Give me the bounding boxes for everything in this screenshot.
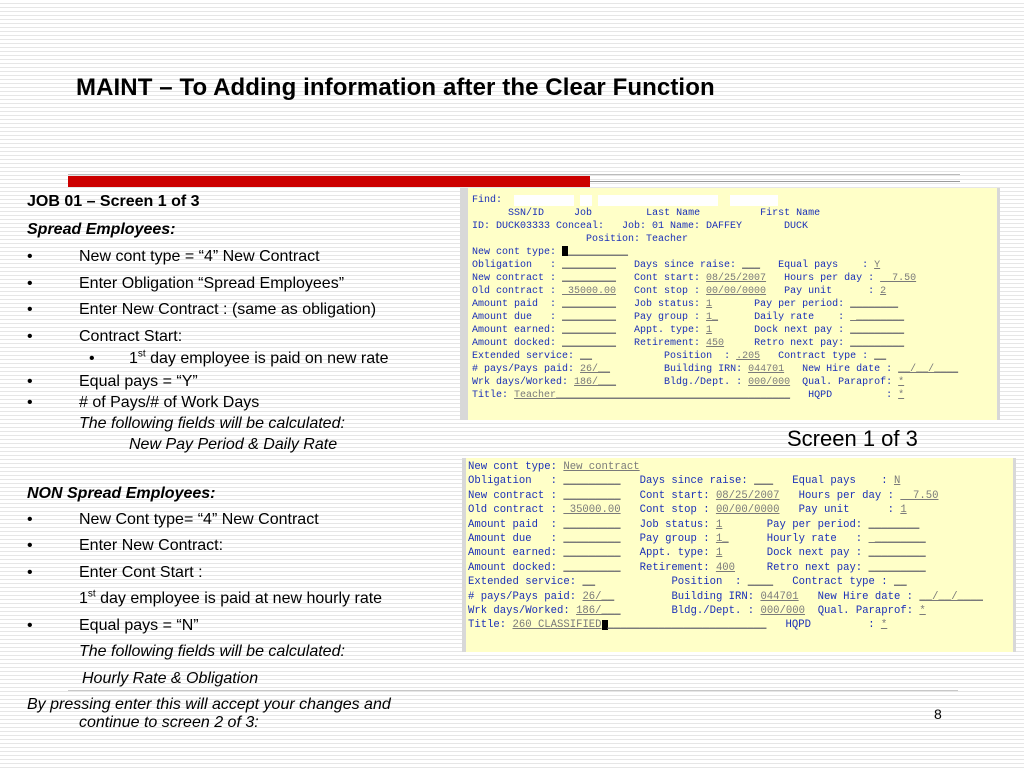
field-row xyxy=(472,285,958,298)
find-job-input[interactable] xyxy=(580,195,592,206)
accent-rule xyxy=(590,181,960,182)
field-label: Amount docked: xyxy=(472,338,563,349)
field-label: Cont stop : xyxy=(620,504,716,517)
field-row xyxy=(468,503,983,517)
field-value[interactable]: __/__/____ xyxy=(919,590,983,603)
field-value[interactable]: 35000.00 xyxy=(563,504,621,517)
new-cont-type-row: New cont type: __________ xyxy=(472,247,629,258)
field-value[interactable]: __ xyxy=(582,576,596,589)
field-label: Pay unit : xyxy=(766,286,881,297)
bullet-icon: • xyxy=(89,350,95,367)
top-rule xyxy=(68,174,960,175)
field-row xyxy=(472,376,958,389)
field-label: Old contract : xyxy=(472,286,563,297)
find-last-input[interactable] xyxy=(598,195,718,206)
title-field[interactable]: Teacher xyxy=(514,390,557,401)
field-label: Hours per day : xyxy=(779,489,901,502)
field-label: Amount earned: xyxy=(468,547,564,560)
title-field[interactable]: 260 CLASSIFIED xyxy=(512,619,602,632)
id-line: ID: DUCK03333 Conceal: Job: 01 Name: DAFFEY DUCK xyxy=(472,221,809,232)
field-label: Bldg./Dept. : xyxy=(616,377,749,388)
field-value[interactable]: 1 xyxy=(715,547,723,560)
field-value[interactable]: 7.50 xyxy=(880,273,917,284)
field-label: Appt. type: xyxy=(616,325,707,336)
field-row xyxy=(472,350,958,363)
field-value[interactable]: 35000.00 xyxy=(562,286,617,297)
field-value[interactable]: 186/___ xyxy=(576,604,621,617)
field-value[interactable]: _________ xyxy=(562,338,617,349)
field-label: Extended service: xyxy=(472,351,581,362)
col-last-name: Last Name xyxy=(646,208,701,219)
sub-list-item-text: 1st day employee is paid at new hourly rate xyxy=(79,588,383,607)
field-value[interactable]: 1 xyxy=(706,325,713,336)
bullet-icon: • xyxy=(27,511,33,528)
field-label: Cont start: xyxy=(620,489,716,502)
bullet-icon: • xyxy=(27,328,33,345)
field-label: Obligation : xyxy=(468,475,564,488)
list-item-text: Enter New Contract : (same as obligation) xyxy=(79,301,377,318)
field-value[interactable]: 044701 xyxy=(760,590,799,603)
field-label: Position : xyxy=(592,351,737,362)
footer-note: By pressing enter this will accept your changes and xyxy=(27,696,391,713)
bullet-icon: • xyxy=(27,617,33,634)
field-value[interactable]: 1 xyxy=(900,504,907,517)
field-label: Cont stop : xyxy=(616,286,707,297)
page-number: 8 xyxy=(934,706,942,722)
field-row xyxy=(472,337,958,350)
field-value[interactable]: ________ xyxy=(868,532,926,545)
bullet-icon: • xyxy=(27,564,33,581)
field-value[interactable]: _________ xyxy=(850,325,905,336)
non-spread-header: NON Spread Employees: xyxy=(27,485,216,502)
field-value[interactable]: 08/25/2007 xyxy=(715,489,780,502)
field-row xyxy=(472,363,958,376)
field-value[interactable]: __/__/____ xyxy=(898,364,959,375)
field-value[interactable]: ____ xyxy=(747,576,774,589)
col-ssn: SSN/ID xyxy=(508,208,545,219)
field-value[interactable]: 2 xyxy=(880,286,887,297)
field-value[interactable]: 000/000 xyxy=(760,604,805,617)
bullet-icon: • xyxy=(27,248,33,265)
field-label: # pays/Pays paid: xyxy=(472,364,581,375)
list-item-text: Equal pays = “Y” xyxy=(79,373,198,390)
field-value[interactable]: _________ xyxy=(562,299,617,310)
field-value[interactable]: * xyxy=(898,377,905,388)
field-label: Amount paid : xyxy=(468,518,564,531)
find-ssn-input[interactable] xyxy=(514,195,574,206)
field-label: Dock next pay : xyxy=(712,325,851,336)
field-row xyxy=(472,311,958,324)
field-label: Extended service: xyxy=(468,576,583,589)
field-value[interactable]: 044701 xyxy=(748,364,785,375)
field-value[interactable]: N xyxy=(893,475,901,488)
field-row xyxy=(472,272,958,285)
field-value[interactable]: ________ xyxy=(868,518,920,531)
field-value[interactable]: ________ xyxy=(850,299,899,310)
field-value[interactable]: _________ xyxy=(563,532,621,545)
field-value[interactable]: _________ xyxy=(563,547,621,560)
find-columns xyxy=(472,207,958,220)
field-value[interactable]: _________ xyxy=(562,325,617,336)
field-label: Job status: xyxy=(620,518,716,531)
field-value[interactable]: .205 xyxy=(736,351,761,362)
bullet-icon: • xyxy=(27,373,33,390)
field-row xyxy=(468,474,983,488)
list-item-text: New cont type = “4” New Contract xyxy=(79,248,320,265)
find-first-input[interactable] xyxy=(730,195,778,206)
field-label: Qual. Paraprof: xyxy=(804,604,920,617)
field-label: Appt. type: xyxy=(620,547,716,560)
field-value[interactable]: 000/000 xyxy=(748,377,791,388)
field-value[interactable]: _________ xyxy=(868,561,926,574)
field-row xyxy=(468,604,983,618)
field-label: New Hire date : xyxy=(798,590,920,603)
field-label: Pay unit : xyxy=(779,504,901,517)
field-value[interactable]: 00/00/0000 xyxy=(706,286,767,297)
field-label: Equal pays : xyxy=(760,260,875,271)
field-label: Pay group : xyxy=(620,532,716,545)
field-value[interactable]: ___ xyxy=(754,475,774,488)
field-value[interactable]: 00/00/0000 xyxy=(715,504,780,517)
field-label: Wrk days/Worked: xyxy=(472,377,575,388)
field-value[interactable]: 1 xyxy=(715,518,723,531)
field-value[interactable]: _________ xyxy=(562,312,617,323)
red-accent-bar xyxy=(68,176,590,187)
field-label: Job status: xyxy=(616,299,707,310)
position-line: Position: Teacher xyxy=(586,234,689,245)
field-value[interactable]: _________ xyxy=(563,561,621,574)
sub-list-item-text: 1st day employee is paid on new rate xyxy=(129,348,389,367)
new-cont-type-field[interactable]: New contract xyxy=(563,461,640,473)
field-label: Amount due : xyxy=(472,312,563,323)
field-label: New contract : xyxy=(472,273,563,284)
list-item-text: Contract Start: xyxy=(79,328,183,345)
field-value[interactable]: 1 xyxy=(706,299,713,310)
field-label: Old contract : xyxy=(468,504,564,517)
title-row: Title: 260 CLASSIFIED _________________________ HQPD : * xyxy=(468,619,888,632)
field-label: Contract type : xyxy=(773,576,894,589)
job-header: JOB 01 – Screen 1 of 3 xyxy=(27,193,200,210)
list-item-text: New Cont type= “4” New Contract xyxy=(79,511,319,528)
field-label: Pay group : xyxy=(616,312,707,323)
field-label: Wrk days/Worked: xyxy=(468,604,577,617)
field-value[interactable]: _________ xyxy=(868,547,926,560)
field-value[interactable]: _________ xyxy=(850,338,905,349)
field-label: Position : xyxy=(595,576,748,589)
field-label: Building IRN: xyxy=(614,590,761,603)
find-row xyxy=(472,194,958,207)
field-value[interactable]: 1_ xyxy=(715,532,729,545)
field-row xyxy=(472,259,958,272)
field-row xyxy=(468,546,983,560)
field-label: Retirement: xyxy=(616,338,707,349)
field-value[interactable]: * xyxy=(919,604,926,617)
field-label: Pay per period: xyxy=(712,299,851,310)
field-label: New contract : xyxy=(468,489,564,502)
field-row xyxy=(468,561,983,575)
field-label: Hours per day : xyxy=(766,273,881,284)
list-item-text: Equal pays = “N” xyxy=(79,617,199,634)
field-value[interactable]: 08/25/2007 xyxy=(706,273,767,284)
field-label: Contract type : xyxy=(760,351,875,362)
field-label: Pay per period: xyxy=(722,518,869,531)
col-job: Job xyxy=(574,208,593,219)
field-label: Days since raise: xyxy=(616,260,743,271)
list-item-text: # of Pays/# of Work Days xyxy=(79,394,260,411)
bullet-icon: • xyxy=(27,301,33,318)
field-value[interactable]: ___ xyxy=(742,260,761,271)
field-value[interactable]: 400 xyxy=(715,561,736,574)
field-row xyxy=(468,575,983,589)
field-row xyxy=(468,489,983,503)
list-item-text: Enter Obligation “Spread Employees” xyxy=(79,275,345,292)
field-label: Amount docked: xyxy=(468,561,564,574)
find-label: Find: xyxy=(472,195,503,206)
field-value[interactable]: Y xyxy=(874,260,881,271)
field-value[interactable]: _________ xyxy=(563,518,621,531)
field-label: New Hire date : xyxy=(784,364,899,375)
field-value[interactable]: 7.50 xyxy=(900,489,939,502)
field-value[interactable]: __ xyxy=(580,351,593,362)
field-label: Retro next pay: xyxy=(735,561,869,574)
field-row xyxy=(472,298,958,311)
field-value[interactable]: 186/___ xyxy=(574,377,617,388)
field-value[interactable]: _________ xyxy=(563,489,621,502)
new-cont-type-field[interactable]: __________ xyxy=(568,247,629,258)
field-label: Amount paid : xyxy=(472,299,563,310)
hqpd-field[interactable]: * xyxy=(898,390,905,401)
field-label: Days since raise: xyxy=(620,475,755,488)
terminal-screen-2 xyxy=(462,458,1016,652)
field-label: Cont start: xyxy=(616,273,707,284)
screen-caption: Screen 1 of 3 xyxy=(787,426,918,451)
col-first-name: First Name xyxy=(760,208,821,219)
field-value[interactable]: __ xyxy=(874,351,887,362)
spread-header: Spread Employees: xyxy=(27,221,176,238)
list-item-text: Enter New Contract: xyxy=(79,537,224,554)
field-label: Equal pays : xyxy=(773,475,894,488)
field-value[interactable]: ________ xyxy=(850,312,905,323)
field-value[interactable]: _________ xyxy=(563,475,621,488)
field-label: Obligation : xyxy=(472,260,563,271)
field-row xyxy=(468,590,983,604)
field-value[interactable]: 26/__ xyxy=(580,364,611,375)
field-row xyxy=(468,532,983,546)
field-value[interactable]: _________ xyxy=(562,260,617,271)
bullet-icon: • xyxy=(27,394,33,411)
field-label: # pays/Pays paid: xyxy=(468,590,583,603)
field-row xyxy=(472,324,958,337)
field-label: Retro next pay: xyxy=(724,338,851,349)
field-label: Qual. Paraprof: xyxy=(790,377,899,388)
title-row: Title: Teacher_______________________________________ HQPD : * xyxy=(472,390,905,401)
field-value[interactable]: 1_ xyxy=(706,312,719,323)
field-label: Hourly rate : xyxy=(728,532,869,545)
hqpd-field[interactable]: * xyxy=(880,619,888,632)
terminal-screen-1 xyxy=(460,188,1000,420)
field-label: Building IRN: xyxy=(610,364,749,375)
field-value[interactable]: __ xyxy=(893,576,907,589)
field-label: Retirement: xyxy=(620,561,716,574)
list-item-text: Enter Cont Start : xyxy=(79,564,203,581)
field-label: Dock next pay : xyxy=(722,547,869,560)
new-cont-type-row: New cont type: New contract xyxy=(468,461,640,473)
slide-title: MAINT – To Adding information after the Clear Function xyxy=(76,74,715,101)
bullet-icon: • xyxy=(27,275,33,292)
field-value[interactable]: 26/__ xyxy=(582,590,615,603)
field-label: Amount due : xyxy=(468,532,564,545)
field-label: Amount earned: xyxy=(472,325,563,336)
field-label: Bldg./Dept. : xyxy=(620,604,761,617)
bottom-rule xyxy=(68,690,958,691)
field-value[interactable]: _________ xyxy=(562,273,617,284)
bullet-icon: • xyxy=(27,537,33,554)
field-row xyxy=(468,518,983,532)
field-value[interactable]: 450 xyxy=(706,338,725,349)
field-label: Daily rate : xyxy=(718,312,851,323)
